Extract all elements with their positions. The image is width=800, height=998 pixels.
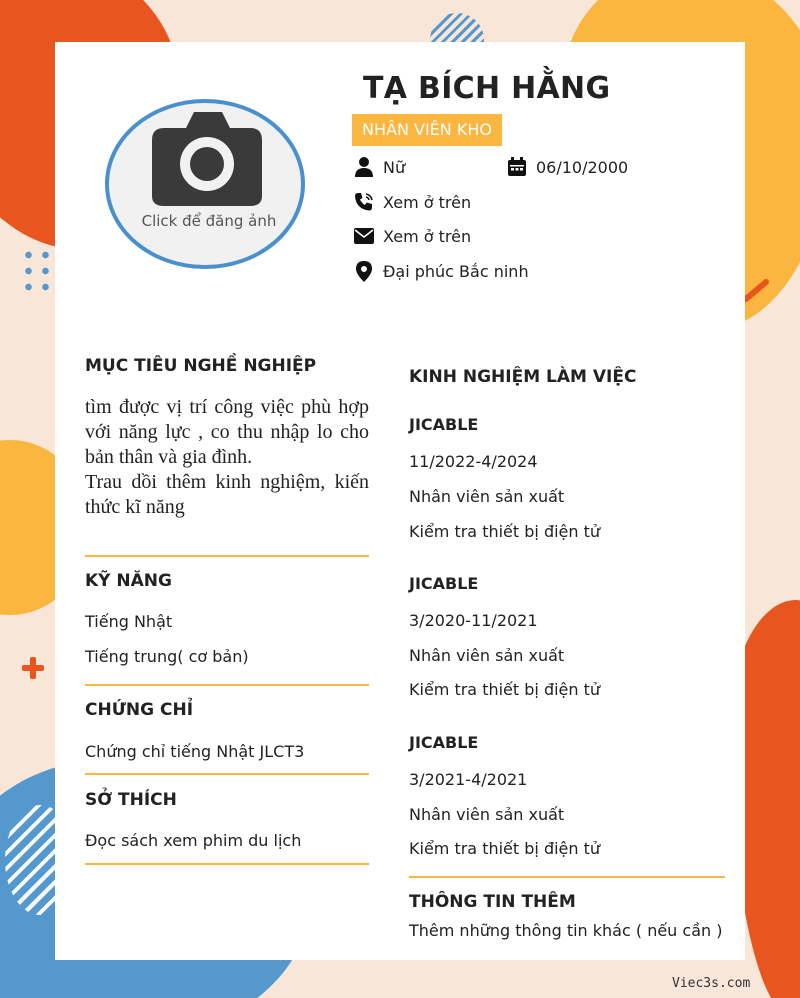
info-phone-text: Xem ở trên <box>383 192 472 212</box>
extra-info-text: Thêm những thông tin khác ( nếu cần ) <box>409 921 723 940</box>
job-company: JICABLE <box>409 415 479 434</box>
certificate-item: Chứng chỉ tiếng Nhật JLCT3 <box>85 742 305 761</box>
section-divider <box>85 684 369 686</box>
job-period: 3/2021-4/2021 <box>409 770 528 789</box>
skill-item: Tiếng Nhật <box>85 612 173 631</box>
job-company: JICABLE <box>409 733 479 752</box>
decor-plus-icon <box>22 657 44 679</box>
extra-info-heading: THÔNG TIN THÊM <box>409 892 576 912</box>
job-title-badge: NHÂN VIÊN KHO <box>352 114 502 146</box>
info-birthday-text: 06/10/2000 <box>536 157 629 177</box>
cv-card <box>55 42 745 960</box>
objective-text <box>85 395 369 520</box>
watermark: Viec3s.com <box>672 976 751 991</box>
skills-heading: KỸ NĂNG <box>85 571 172 591</box>
info-email <box>353 225 471 247</box>
photo-upload[interactable] <box>105 99 305 269</box>
info-gender-text: Nữ <box>383 157 406 177</box>
info-phone <box>353 191 471 213</box>
photo-caption: Click để đăng ảnh <box>141 212 277 230</box>
candidate-name: TẠ BÍCH HẰNG <box>363 71 611 106</box>
certificates-heading: CHỨNG CHỈ <box>85 700 194 720</box>
job-company: JICABLE <box>409 574 479 593</box>
job-position: Nhân viên sản xuất <box>409 805 565 824</box>
job-position: Nhân viên sản xuất <box>409 646 565 665</box>
info-gender <box>353 156 405 178</box>
job-period: 3/2020-11/2021 <box>409 611 538 630</box>
job-position: Nhân viên sản xuất <box>409 487 565 506</box>
hobby-item: Đọc sách xem phim du lịch <box>85 831 302 850</box>
decor-stripes-top <box>430 13 484 43</box>
job-period: 11/2022-4/2024 <box>409 452 538 471</box>
section-divider <box>85 863 369 865</box>
envelope-icon <box>353 225 375 247</box>
section-divider <box>409 876 725 878</box>
camera-icon <box>150 106 264 210</box>
experience-heading: KINH NGHIỆM LÀM VIỆC <box>409 367 637 387</box>
info-birthday <box>506 156 628 178</box>
section-divider <box>85 773 369 775</box>
job-task: Kiểm tra thiết bị điện tử <box>409 680 601 699</box>
user-icon <box>353 156 375 178</box>
job-task: Kiểm tra thiết bị điện tử <box>409 522 601 541</box>
photo-placeholder[interactable] <box>105 99 305 269</box>
calendar-icon <box>506 156 528 178</box>
phone-icon <box>353 191 375 213</box>
section-divider <box>85 555 369 557</box>
objective-line: Trau dồi thêm kinh nghiệm, kiến thức kĩ năng <box>85 471 369 518</box>
info-email-text: Xem ở trên <box>383 226 472 246</box>
job-task: Kiểm tra thiết bị điện tử <box>409 839 601 858</box>
info-address <box>353 260 529 282</box>
hobbies-heading: SỞ THÍCH <box>85 790 177 810</box>
objective-line: tìm được vị trí công việc phù hợp với năng lực , co thu nhập lo cho bản thân và gia đình. <box>85 396 369 468</box>
objective-heading: MỤC TIÊU NGHỀ NGHIỆP <box>85 356 317 376</box>
info-address-text: Đại phúc Bắc ninh <box>383 261 529 281</box>
skill-item: Tiếng trung( cơ bản) <box>85 647 249 666</box>
map-pin-icon <box>353 260 375 282</box>
